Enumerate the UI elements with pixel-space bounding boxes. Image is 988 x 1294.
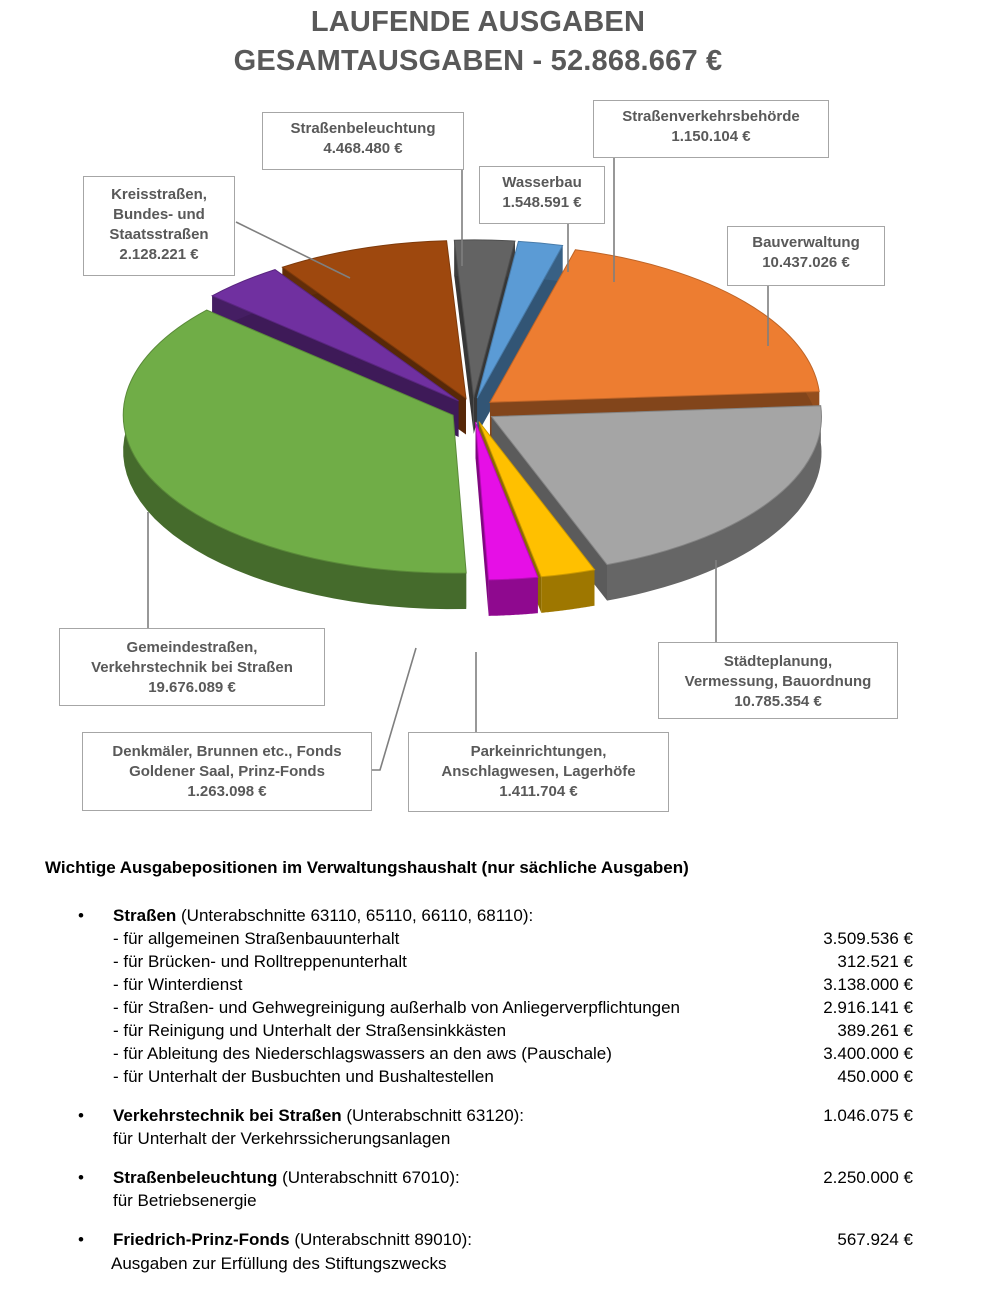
label-bauverwaltung: Bauverwaltung 10.437.026 € — [727, 226, 885, 286]
list-item: - für Winterdienst 3.138.000 € — [113, 975, 913, 994]
list-item: - für Reinigung und Unterhalt der Straßensinkkästen 389.261 € — [113, 1021, 913, 1040]
list-item-heading: Straßen (Unterabschnitte 63110, 65110, 66110, 68110): — [113, 906, 534, 925]
label-strassenverkehrsbehoerde: Straßenverkehrsbehörde 1.150.104 € — [593, 100, 829, 158]
section-heading: Wichtige Ausgabepositionen im Verwaltungshaushalt (nur sächliche Ausgaben) — [45, 858, 689, 877]
leader-kreisstrassen — [236, 222, 350, 278]
list-item: für Betriebsenergie — [113, 1191, 257, 1210]
label-staedteplanung: Städteplanung, Vermessung, Bauordnung 10.785.354 € — [658, 642, 898, 719]
bullet: • — [78, 1168, 84, 1187]
bullet: • — [78, 1230, 84, 1249]
label-gemeindestrassen: Gemeindestraßen, Verkehrstechnik bei Straßen 19.676.089 € — [59, 628, 325, 706]
list-item-heading: Straßenbeleuchtung (Unterabschnitt 67010): 2.250.000 € — [113, 1168, 913, 1187]
list-item: - für Ableitung des Niederschlagswassers an den aws (Pauschale) 3.400.000 € — [113, 1044, 913, 1063]
label-parkeinrichtungen: Parkeinrichtungen, Anschlagwesen, Lagerhöfe 1.411.704 € — [408, 732, 669, 812]
list-item: - für Brücken- und Rolltreppenunterhalt 312.521 € — [113, 952, 913, 971]
list-item: - für Unterhalt der Busbuchten und Bushaltestellen 450.000 € — [113, 1067, 913, 1086]
label-denkmaeler: Denkmäler, Brunnen etc., Fonds Goldener Saal, Prinz-Fonds 1.263.098 € — [82, 732, 372, 811]
bullet: • — [78, 1106, 84, 1125]
bullet: • — [78, 906, 84, 925]
chart-title: LAUFENDE AUSGABEN — [310, 6, 646, 38]
list-item: - für allgemeinen Straßenbauunterhalt 3.509.536 € — [113, 929, 913, 948]
chart-subtitle: GESAMTAUSGABEN - 52.868.667 € — [233, 45, 723, 77]
list-item: - für Straßen- und Gehwegreinigung außerhalb von Anliegerverpflichtungen 2.916.141 € — [113, 998, 913, 1017]
list-item-heading: Friedrich-Prinz-Fonds (Unterabschnitt 89010): 567.924 € — [113, 1230, 913, 1249]
list-item: für Unterhalt der Verkehrssicherungsanlagen — [113, 1129, 451, 1148]
label-kreisstrassen: Kreisstraßen, Bundes- und Staatsstraßen 2.128.221 € — [83, 176, 235, 276]
label-strassenbeleuchtung: Straßenbeleuchtung 4.468.480 € — [262, 112, 464, 170]
label-wasserbau: Wasserbau 1.548.591 € — [479, 166, 605, 224]
list-item-heading: Verkehrstechnik bei Straßen (Unterabschnitt 63120): 1.046.075 € — [113, 1106, 913, 1125]
list-item: Ausgaben zur Erfüllung des Stiftungszwecks — [111, 1254, 447, 1273]
